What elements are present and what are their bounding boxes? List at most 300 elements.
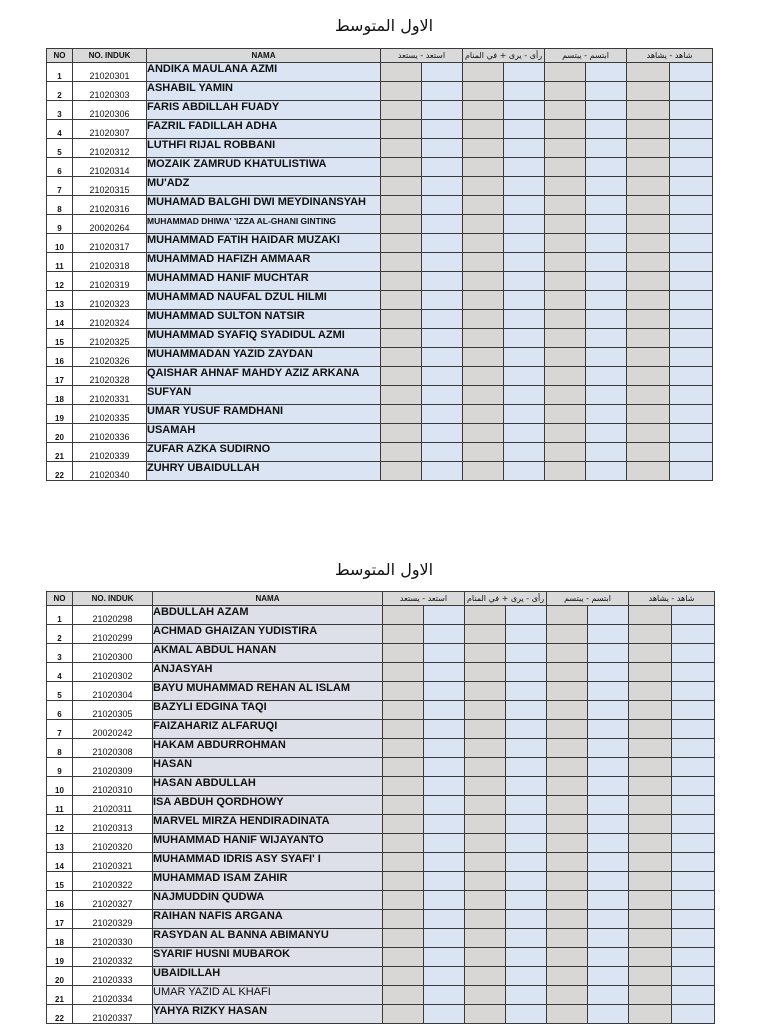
col-header-induk: NO. INDUK — [73, 592, 153, 606]
score-cell — [463, 443, 504, 462]
student-name-cell: UMAR YUSUF RAMDHANI — [147, 405, 381, 424]
col-header-no: NO — [47, 592, 73, 606]
score-cell — [586, 310, 627, 329]
student-name-cell: MUHAMMAD SULTON NATSIR — [147, 310, 381, 329]
student-id-cell: 21020306 — [73, 101, 147, 120]
table-row — [47, 120, 713, 139]
table-row — [47, 462, 713, 481]
score-cell — [463, 405, 504, 424]
row-number-cell: 12 — [47, 272, 73, 291]
row-number-cell: 12 — [47, 815, 73, 834]
score-cell — [506, 910, 547, 929]
table-row — [47, 948, 715, 967]
score-cell — [586, 120, 627, 139]
score-cell — [629, 929, 672, 948]
score-cell — [381, 443, 422, 462]
score-cell — [672, 834, 715, 853]
score-cell — [627, 196, 670, 215]
table-row — [47, 663, 715, 682]
score-cell — [465, 929, 506, 948]
score-cell — [672, 853, 715, 872]
score-cell — [424, 948, 465, 967]
score-cell — [545, 196, 586, 215]
student-id-cell: 21020300 — [73, 644, 153, 663]
score-cell — [383, 777, 424, 796]
score-cell — [545, 139, 586, 158]
score-cell — [465, 872, 506, 891]
score-cell — [545, 272, 586, 291]
score-cell — [383, 1005, 424, 1024]
student-id-cell: 21020321 — [73, 853, 153, 872]
score-cell — [672, 739, 715, 758]
row-number-cell: 4 — [47, 120, 73, 139]
score-cell — [383, 701, 424, 720]
score-cell — [588, 891, 629, 910]
score-cell — [547, 606, 588, 625]
score-cell — [547, 720, 588, 739]
score-cell — [465, 606, 506, 625]
student-name-cell: MUHAMMAD HANIF MUCHTAR — [147, 272, 381, 291]
student-name-cell: MUHAMMAD ISAM ZAHIR — [153, 872, 383, 891]
student-name-cell: ZUHRY UBAIDULLAH — [147, 462, 381, 481]
score-cell — [506, 701, 547, 720]
score-cell — [504, 443, 545, 462]
student-id-cell: 21020326 — [73, 348, 147, 367]
score-cell — [672, 796, 715, 815]
score-cell — [629, 796, 672, 815]
score-cell — [670, 405, 713, 424]
col-header-syahida: شاهد - يشاهد — [627, 49, 713, 63]
student-name-cell: SYARIF HUSNI MUBAROK — [153, 948, 383, 967]
score-cell — [670, 234, 713, 253]
score-cell — [672, 1005, 715, 1024]
score-cell — [381, 424, 422, 443]
score-cell — [627, 82, 670, 101]
score-cell — [627, 310, 670, 329]
score-cell — [383, 872, 424, 891]
col-header-no: NO — [47, 49, 73, 63]
score-cell — [629, 872, 672, 891]
score-cell — [586, 234, 627, 253]
student-name-cell: MUHAMMAD SYAFIQ SYADIDUL AZMI — [147, 329, 381, 348]
score-cell — [465, 815, 506, 834]
score-cell — [545, 405, 586, 424]
score-cell — [627, 101, 670, 120]
score-cell — [424, 625, 465, 644]
row-number-cell: 11 — [47, 253, 73, 272]
table-row — [47, 853, 715, 872]
table-row — [47, 367, 713, 386]
score-cell — [547, 986, 588, 1005]
score-cell — [629, 739, 672, 758]
table-row — [47, 910, 715, 929]
score-cell — [506, 891, 547, 910]
score-cell — [547, 625, 588, 644]
table-row — [47, 796, 715, 815]
student-id-cell: 21020333 — [73, 967, 153, 986]
table-row — [47, 158, 713, 177]
student-id-cell: 21020339 — [73, 443, 147, 462]
student-id-cell: 21020303 — [73, 82, 147, 101]
score-cell — [627, 462, 670, 481]
score-cell — [463, 196, 504, 215]
score-cell — [463, 291, 504, 310]
score-cell — [383, 606, 424, 625]
student-name-cell: UMAR YAZID AL KHAFI — [153, 986, 383, 1005]
score-cell — [670, 272, 713, 291]
table-row — [47, 139, 713, 158]
row-number-cell: 5 — [47, 139, 73, 158]
score-cell — [672, 777, 715, 796]
score-cell — [588, 701, 629, 720]
score-cell — [422, 158, 463, 177]
table-row — [47, 758, 715, 777]
table-row — [47, 815, 715, 834]
score-cell — [629, 663, 672, 682]
score-cell — [422, 348, 463, 367]
score-cell — [588, 834, 629, 853]
student-name-cell: FARIS ABDILLAH FUADY — [147, 101, 381, 120]
score-cell — [627, 139, 670, 158]
score-cell — [629, 682, 672, 701]
score-cell — [547, 834, 588, 853]
score-cell — [504, 367, 545, 386]
score-cell — [381, 101, 422, 120]
score-cell — [424, 606, 465, 625]
score-cell — [547, 948, 588, 967]
score-cell — [504, 462, 545, 481]
table-row — [47, 1005, 715, 1024]
score-cell — [463, 367, 504, 386]
score-cell — [506, 929, 547, 948]
student-id-cell: 21020328 — [73, 367, 147, 386]
score-cell — [545, 63, 586, 82]
student-id-cell: 21020299 — [73, 625, 153, 644]
score-cell — [672, 720, 715, 739]
score-cell — [586, 329, 627, 348]
student-name-cell: FAIZAHARIZ ALFARUQI — [153, 720, 383, 739]
row-number-cell: 10 — [47, 234, 73, 253]
table-row — [47, 82, 713, 101]
student-name-cell: ABDULLAH AZAM — [153, 606, 383, 625]
student-name-cell: MUHAMMAD FATIH HAIDAR MUZAKI — [147, 234, 381, 253]
row-number-cell: 17 — [47, 910, 73, 929]
score-cell — [463, 348, 504, 367]
student-id-cell: 20020264 — [73, 215, 147, 234]
score-cell — [506, 739, 547, 758]
score-cell — [383, 948, 424, 967]
score-cell — [588, 815, 629, 834]
table-row — [47, 215, 713, 234]
score-cell — [383, 815, 424, 834]
student-id-cell: 21020323 — [73, 291, 147, 310]
student-name-cell: ANJASYAH — [153, 663, 383, 682]
score-cell — [383, 739, 424, 758]
section-1-title: الاول المتوسط — [334, 16, 434, 35]
row-number-cell: 21 — [47, 443, 73, 462]
score-cell — [381, 272, 422, 291]
score-cell — [506, 834, 547, 853]
table-row — [47, 967, 715, 986]
score-cell — [627, 367, 670, 386]
score-cell — [588, 625, 629, 644]
score-cell — [670, 253, 713, 272]
score-cell — [463, 63, 504, 82]
score-cell — [422, 101, 463, 120]
score-cell — [504, 82, 545, 101]
score-cell — [672, 948, 715, 967]
student-id-cell: 21020324 — [73, 310, 147, 329]
score-cell — [627, 348, 670, 367]
score-cell — [586, 196, 627, 215]
student-name-cell: AKMAL ABDUL HANAN — [153, 644, 383, 663]
score-cell — [586, 424, 627, 443]
score-cell — [586, 158, 627, 177]
score-cell — [465, 644, 506, 663]
score-cell — [547, 682, 588, 701]
score-cell — [547, 777, 588, 796]
score-cell — [463, 234, 504, 253]
score-cell — [672, 682, 715, 701]
row-number-cell: 11 — [47, 796, 73, 815]
col-header-raa: رأى - يرى + في المنام — [465, 592, 547, 606]
col-header-istaadda: استعد - يستعد — [381, 49, 463, 63]
row-number-cell: 21 — [47, 986, 73, 1005]
score-cell — [627, 405, 670, 424]
score-cell — [629, 834, 672, 853]
score-cell — [545, 158, 586, 177]
score-cell — [586, 82, 627, 101]
roster-table-1 — [46, 48, 713, 481]
score-cell — [545, 101, 586, 120]
score-cell — [381, 367, 422, 386]
score-cell — [463, 120, 504, 139]
score-cell — [465, 910, 506, 929]
score-cell — [504, 253, 545, 272]
score-cell — [465, 853, 506, 872]
student-name-cell: HASAN — [153, 758, 383, 777]
score-cell — [545, 120, 586, 139]
score-cell — [381, 310, 422, 329]
score-cell — [383, 929, 424, 948]
student-name-cell: ACHMAD GHAIZAN YUDISTIRA — [153, 625, 383, 644]
score-cell — [463, 310, 504, 329]
score-cell — [670, 367, 713, 386]
score-cell — [506, 758, 547, 777]
score-cell — [381, 139, 422, 158]
score-cell — [670, 177, 713, 196]
score-cell — [463, 329, 504, 348]
score-cell — [627, 234, 670, 253]
score-cell — [670, 139, 713, 158]
score-cell — [504, 63, 545, 82]
score-cell — [465, 720, 506, 739]
table-row — [47, 177, 713, 196]
row-number-cell: 20 — [47, 967, 73, 986]
score-cell — [586, 291, 627, 310]
score-cell — [545, 348, 586, 367]
score-cell — [506, 815, 547, 834]
row-number-cell: 1 — [47, 606, 73, 625]
score-cell — [463, 462, 504, 481]
student-name-cell: USAMAH — [147, 424, 381, 443]
score-cell — [504, 348, 545, 367]
student-name-cell: RASYDAN AL BANNA ABIMANYU — [153, 929, 383, 948]
student-name-cell: FAZRIL FADILLAH ADHA — [147, 120, 381, 139]
student-name-cell: MUHAMAD BALGHI DWI MEYDINANSYAH — [147, 196, 381, 215]
score-cell — [422, 424, 463, 443]
student-id-cell: 21020337 — [73, 1005, 153, 1024]
student-id-cell: 21020322 — [73, 872, 153, 891]
student-id-cell: 21020327 — [73, 891, 153, 910]
table-row — [47, 329, 713, 348]
score-cell — [465, 625, 506, 644]
score-cell — [422, 291, 463, 310]
score-cell — [381, 462, 422, 481]
score-cell — [424, 796, 465, 815]
score-cell — [670, 329, 713, 348]
roster-table-2 — [46, 591, 715, 1024]
student-name-cell: UBAIDILLAH — [153, 967, 383, 986]
score-cell — [422, 462, 463, 481]
score-cell — [506, 967, 547, 986]
score-cell — [422, 367, 463, 386]
score-cell — [627, 215, 670, 234]
score-cell — [545, 234, 586, 253]
score-cell — [670, 158, 713, 177]
score-cell — [383, 758, 424, 777]
score-cell — [424, 853, 465, 872]
score-cell — [586, 348, 627, 367]
student-name-cell: YAHYA RIZKY HASAN — [153, 1005, 383, 1024]
score-cell — [586, 139, 627, 158]
row-number-cell: 1 — [47, 63, 73, 82]
row-number-cell: 22 — [47, 462, 73, 481]
row-number-cell: 16 — [47, 891, 73, 910]
score-cell — [465, 967, 506, 986]
score-cell — [506, 777, 547, 796]
table-header-row — [47, 49, 713, 63]
score-cell — [424, 701, 465, 720]
score-cell — [670, 101, 713, 120]
score-cell — [422, 443, 463, 462]
score-cell — [504, 158, 545, 177]
score-cell — [465, 834, 506, 853]
score-cell — [547, 815, 588, 834]
score-cell — [547, 663, 588, 682]
score-cell — [627, 272, 670, 291]
score-cell — [383, 853, 424, 872]
row-number-cell: 13 — [47, 291, 73, 310]
score-cell — [422, 196, 463, 215]
score-cell — [629, 948, 672, 967]
score-cell — [465, 663, 506, 682]
score-cell — [506, 663, 547, 682]
row-number-cell: 6 — [47, 158, 73, 177]
score-cell — [506, 986, 547, 1005]
student-id-cell: 20020242 — [73, 720, 153, 739]
table-row — [47, 386, 713, 405]
row-number-cell: 19 — [47, 405, 73, 424]
score-cell — [588, 929, 629, 948]
student-id-cell: 21020340 — [73, 462, 147, 481]
score-cell — [672, 663, 715, 682]
col-header-induk: NO. INDUK — [73, 49, 147, 63]
score-cell — [424, 872, 465, 891]
row-number-cell: 9 — [47, 215, 73, 234]
score-cell — [463, 177, 504, 196]
score-cell — [627, 386, 670, 405]
score-cell — [504, 139, 545, 158]
student-id-cell: 21020305 — [73, 701, 153, 720]
student-id-cell: 21020312 — [73, 139, 147, 158]
score-cell — [465, 948, 506, 967]
student-name-cell: ANDIKA MAULANA AZMI — [147, 63, 381, 82]
score-cell — [629, 853, 672, 872]
score-cell — [586, 177, 627, 196]
score-cell — [381, 177, 422, 196]
score-cell — [504, 291, 545, 310]
score-cell — [424, 777, 465, 796]
score-cell — [504, 329, 545, 348]
student-name-cell: MUHAMMADAN YAZID ZAYDAN — [147, 348, 381, 367]
score-cell — [670, 443, 713, 462]
score-cell — [588, 1005, 629, 1024]
student-id-cell: 21020301 — [73, 63, 147, 82]
student-name-cell: LUTHFI RIJAL ROBBANI — [147, 139, 381, 158]
score-cell — [629, 891, 672, 910]
score-cell — [545, 291, 586, 310]
row-number-cell: 20 — [47, 424, 73, 443]
table-row — [47, 63, 713, 82]
student-name-cell: NAJMUDDIN QUDWA — [153, 891, 383, 910]
score-cell — [547, 758, 588, 777]
col-header-istaadda: استعد - يستعد — [383, 592, 465, 606]
score-cell — [627, 63, 670, 82]
score-cell — [465, 1005, 506, 1024]
student-id-cell: 21020315 — [73, 177, 147, 196]
student-id-cell: 21020329 — [73, 910, 153, 929]
score-cell — [588, 682, 629, 701]
table-row — [47, 234, 713, 253]
score-cell — [463, 139, 504, 158]
score-cell — [545, 386, 586, 405]
student-name-cell: MUHAMMAD IDRIS ASY SYAFI' I — [153, 853, 383, 872]
score-cell — [504, 405, 545, 424]
score-cell — [506, 625, 547, 644]
table-row — [47, 625, 715, 644]
score-cell — [588, 853, 629, 872]
score-cell — [504, 310, 545, 329]
score-cell — [383, 834, 424, 853]
score-cell — [670, 310, 713, 329]
score-cell — [586, 272, 627, 291]
student-id-cell: 21020314 — [73, 158, 147, 177]
score-cell — [588, 758, 629, 777]
score-cell — [545, 329, 586, 348]
student-name-cell: MUHAMMAD HAFIZH AMMAAR — [147, 253, 381, 272]
score-cell — [672, 701, 715, 720]
row-number-cell: 9 — [47, 758, 73, 777]
row-number-cell: 2 — [47, 625, 73, 644]
score-cell — [547, 739, 588, 758]
col-header-raa: رأى - يرى + في المنام — [463, 49, 545, 63]
col-header-ibtasama: ابتسم - يبتسم — [547, 592, 629, 606]
table-row — [47, 253, 713, 272]
score-cell — [627, 253, 670, 272]
score-cell — [588, 948, 629, 967]
score-cell — [424, 663, 465, 682]
